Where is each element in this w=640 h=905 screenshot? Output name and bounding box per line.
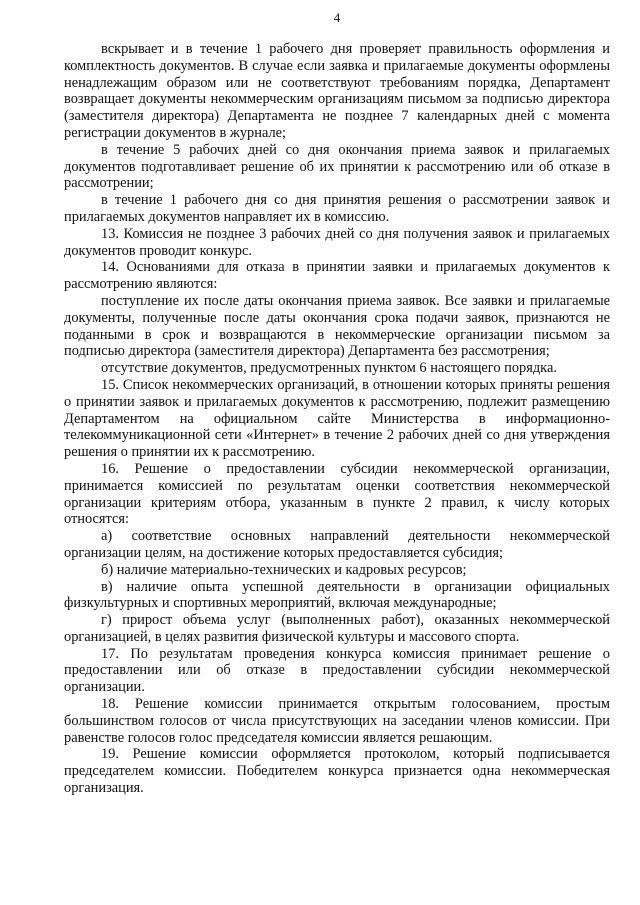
paragraph-16: 16. Решение о предоставлении субсидии некоммерческой организации, принимается комиссией по результатам оценки соответствия некоммерческой организации критериям отбора, указанным в пункте 2 правил, к числу которых относятся: [64, 460, 610, 528]
paragraph-16-a: а) соответствие основных направлений деятельности некоммерческой организации целям, на достижение которых предоставляется субсидия; [64, 528, 610, 561]
paragraph-16-b: б) наличие материально-технических и кадровых ресурсов; [101, 561, 467, 578]
paragraph-14-missing-documents: отсутствие документов, предусмотренных пунктом 6 настоящего порядка. [101, 360, 557, 377]
paragraph-16-g: г) прирост объема услуг (выполненных работ), оказанных некоммерческой организацией, в целях развития физической культуры и массового спорта. [64, 612, 610, 645]
paragraph-document-check: вскрывает и в течение 1 рабочего дня проверяет правильность оформления и комплектность документов. В случае если заявка и прилагаемые документы оформлены ненадлежащим образом или не соответствуют требованиям порядка, Департамент возвращает документы некоммерческим организациям письмом за подписью директора (заместителя директора) Департамента не позднее 7 календарных дней с момента регистрации документов в журнале; [64, 41, 610, 141]
paragraph-13: 13. Комиссия не позднее 3 рабочих дней со дня получения заявок и прилагаемых документов проводит конкурс. [64, 225, 610, 259]
paragraph-19: 19. Решение комиссии оформляется протоколом, который подписывается председателем комиссии. Победителем конкурса признается одна некоммерческая организация. [64, 746, 610, 797]
paragraph-send-to-commission: в течение 1 рабочего дня со дня принятия решения о рассмотрении заявок и прилагаемых документов направляет их в комиссию. [64, 192, 610, 225]
paragraph-16-v: в) наличие опыта успешной деятельности в организации официальных физкультурных и спортивных мероприятий, включая международные; [64, 578, 610, 612]
page-number: 4 [333, 10, 341, 25]
document-page [64, 10, 610, 797]
paragraph-18: 18. Решение комиссии принимается открытым голосованием, простым большинством голосов от числа присутствующих на заседании членов комиссии. При равенстве голосов голос председателя комиссии является решающим. [64, 696, 610, 746]
paragraph-17: 17. По результатам проведения конкурса комиссия принимает решение о предоставлении или об отказе в предоставлении субсидии некоммерческой организации. [64, 645, 610, 696]
paragraph-14-late-receipt: поступление их после даты окончания приема заявок. Все заявки и прилагаемые документы, полученные после даты окончания срока подачи заявок, признаются не поданными в срок и возвращаются в некоммерческие организации письмом за подписью директора (заместителя директора) Департамента без рассмотрения; [64, 292, 610, 360]
paragraph-decision-preparation: в течение 5 рабочих дней со дня окончания приема заявок и прилагаемых документов подготавливает решение об их принятии к рассмотрению или об отказе в рассмотрении; [64, 141, 610, 192]
paragraph-14: 14. Основаниями для отказа в принятии заявки и прилагаемых документов к рассмотрению являются: [64, 259, 610, 293]
paragraph-15: 15. Список некоммерческих организаций, в отношении которых приняты решения о принятии заявок и прилагаемых документов к рассмотрению, подлежит размещению Департаментом на официальном сайте Министерства в информационно-телекоммуникационной сети «Интернет» в течение 2 рабочих дней со дня утверждения решения о принятии их к рассмотрению. [64, 376, 610, 461]
